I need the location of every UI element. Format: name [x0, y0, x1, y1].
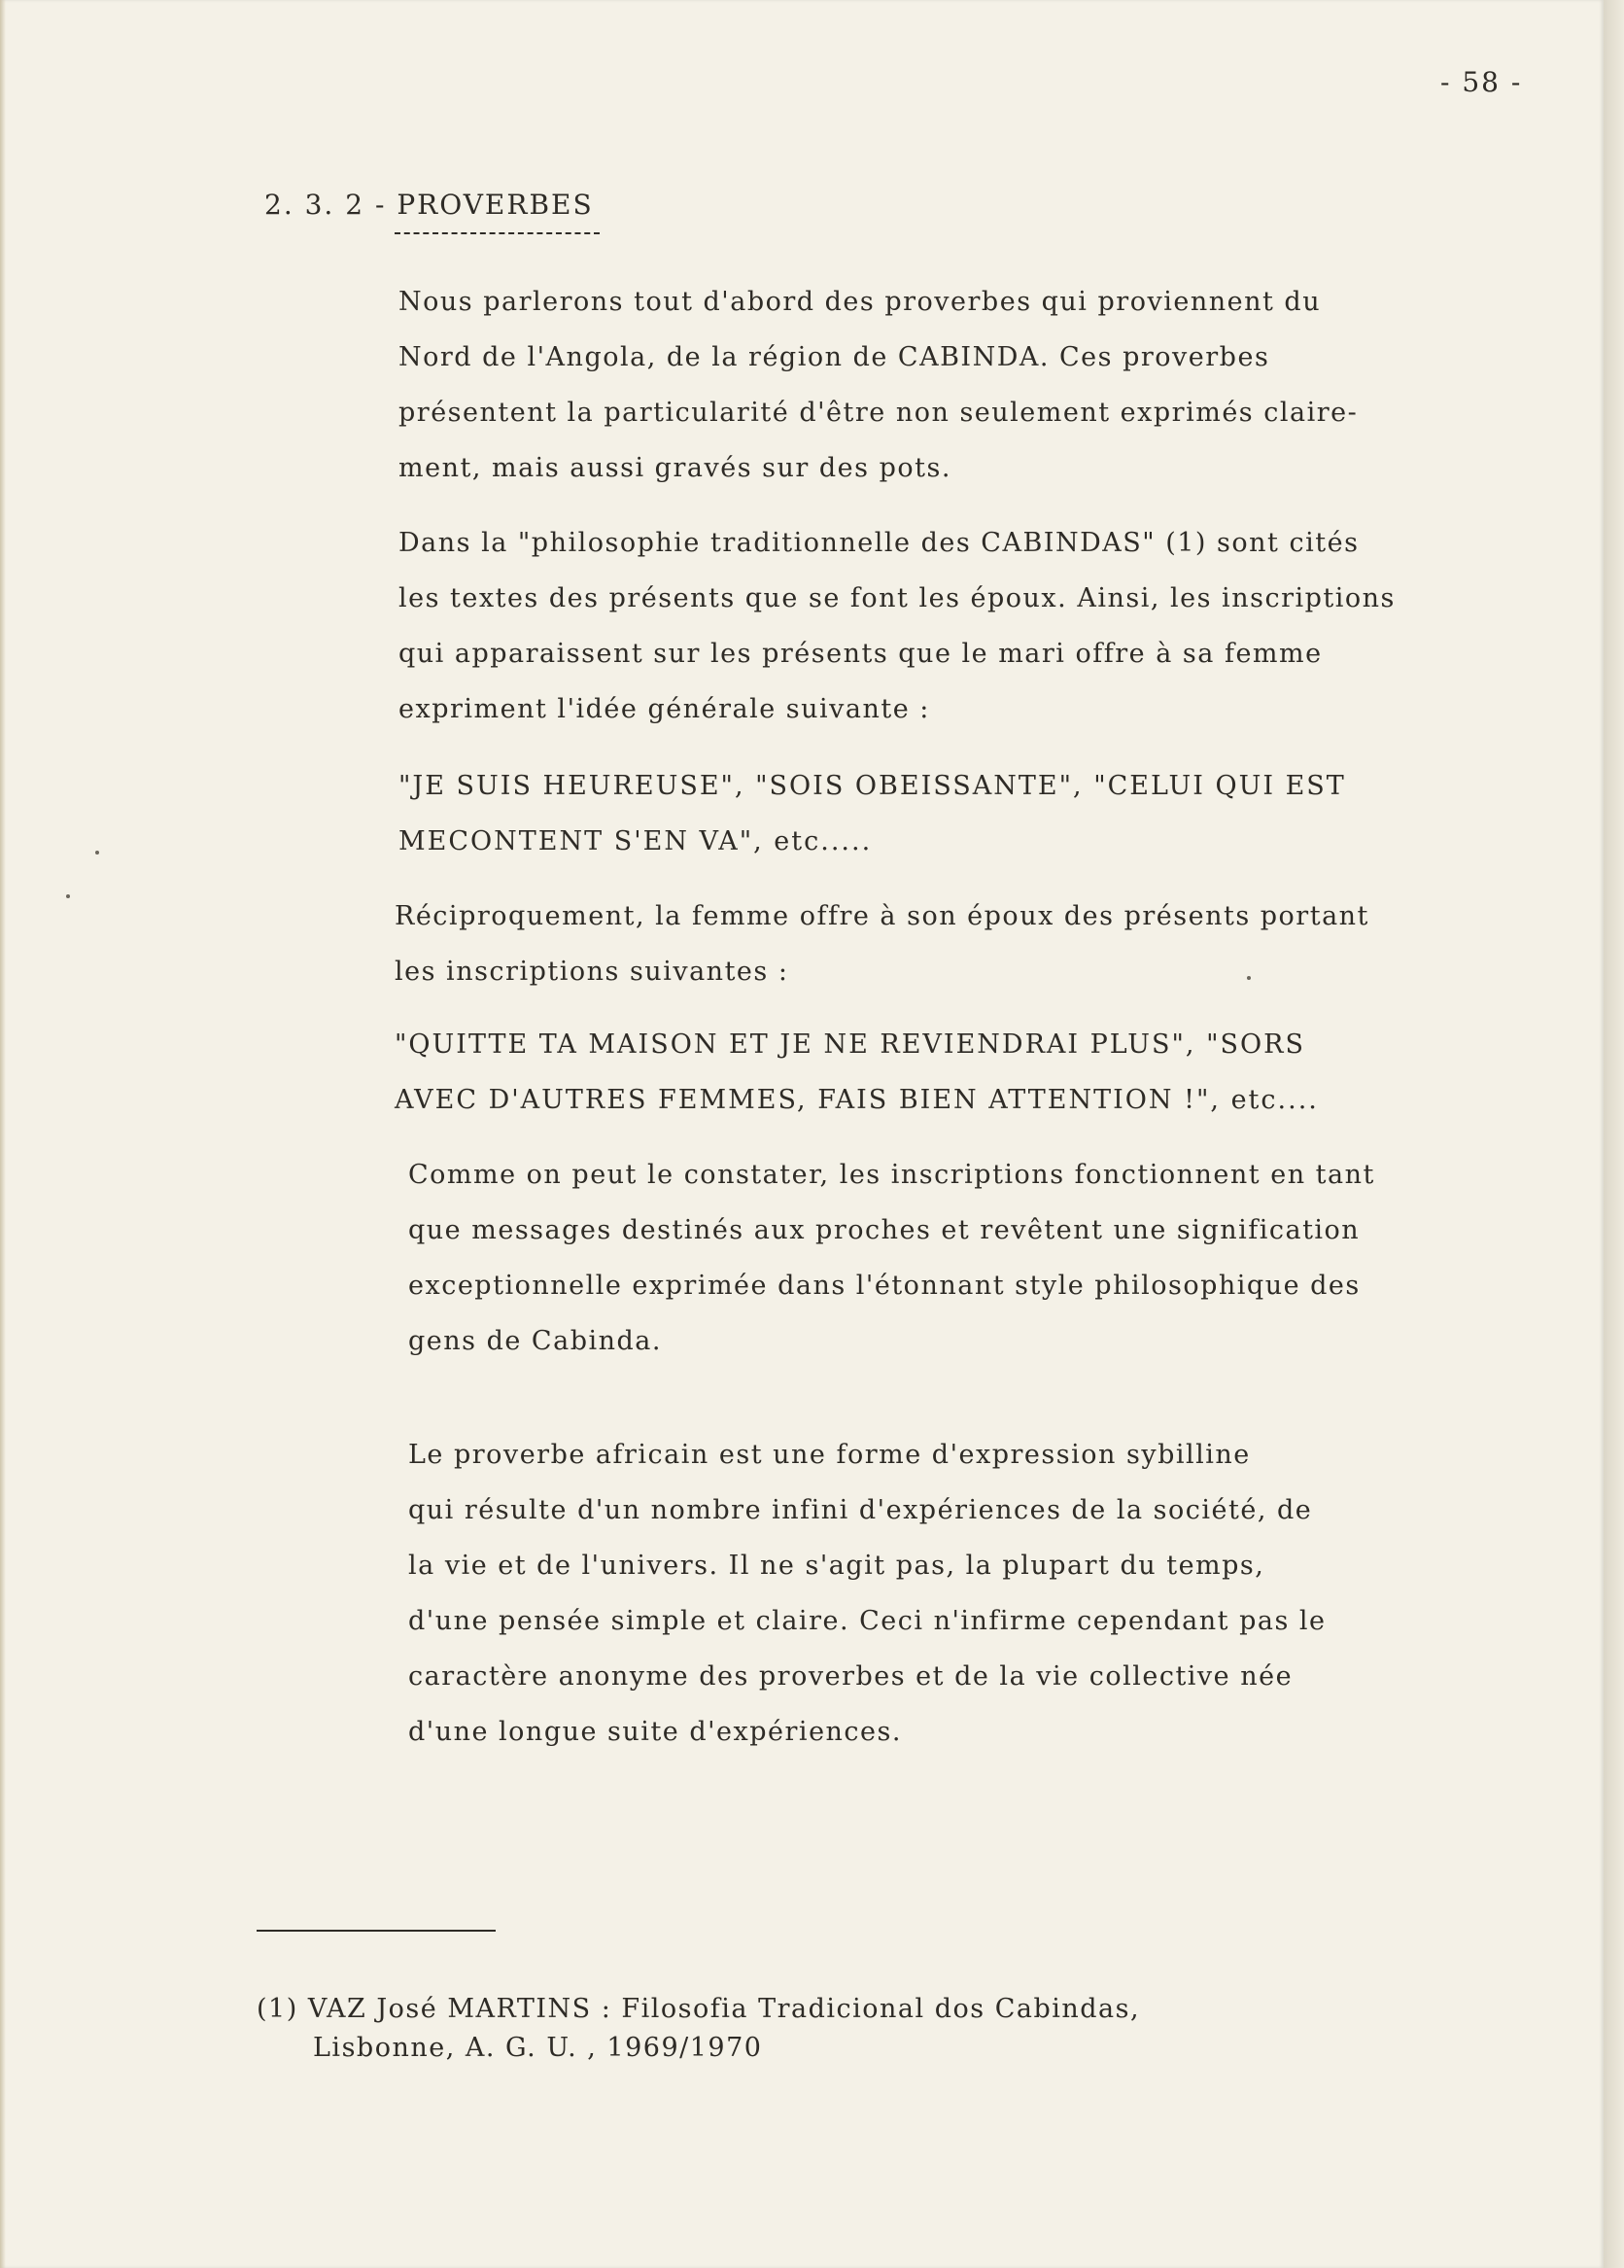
scan-speck	[66, 894, 70, 898]
paragraph-philosophie	[398, 515, 1396, 737]
paragraph-comme-on-peut	[408, 1147, 1375, 1369]
text-line: AVEC D'AUTRES FEMMES, FAIS BIEN ATTENTION !", etc....	[395, 1085, 1319, 1115]
paragraph-proverbe-africain	[408, 1427, 1327, 1760]
text-line: Le proverbe africain est une forme d'expression sybilline	[408, 1440, 1251, 1470]
paragraph-reciproquement	[395, 889, 1369, 999]
footnote-line: Lisbonne, A. G. U. , 1969/1970	[313, 2033, 763, 2063]
text-line: expriment l'idée générale suivante :	[398, 694, 930, 724]
text-line: d'une longue suite d'expériences.	[408, 1717, 902, 1747]
text-line: caractère anonyme des proverbes et de la vie collective née	[408, 1661, 1294, 1692]
page-right-edge	[1604, 0, 1624, 2268]
section-title: PROVERBES	[397, 189, 594, 221]
text-line: présentent la particularité d'être non seulement exprimés claire-	[398, 398, 1359, 428]
footnote-line: (1) VAZ José MARTINS : Filosofia Tradicional dos Cabindas,	[257, 1994, 1141, 2024]
paragraph-cabinda-intro	[398, 274, 1358, 496]
section-heading	[264, 189, 594, 221]
page-number: - 58 -	[1440, 66, 1523, 98]
text-line: d'une pensée simple et claire. Ceci n'infirme cependant pas le	[408, 1606, 1327, 1636]
text-line: qui apparaissent sur les présents que le mari offre à sa femme	[398, 639, 1323, 669]
text-line: les textes des présents que se font les époux. Ainsi, les inscriptions	[398, 583, 1396, 613]
text-line: Réciproquement, la femme offre à son époux des présents portant	[395, 901, 1369, 931]
text-line: les inscriptions suivantes :	[395, 957, 789, 987]
text-line: MECONTENT S'EN VA", etc.....	[398, 826, 873, 856]
page-left-edge	[0, 0, 6, 2268]
text-line: "JE SUIS HEUREUSE", "SOIS OBEISSANTE", "CELUI QUI EST	[398, 771, 1346, 801]
text-line: la vie et de l'univers. Il ne s'agit pas, la plupart du temps,	[408, 1551, 1265, 1581]
quote-wife-inscriptions	[395, 1017, 1319, 1128]
text-line: Nord de l'Angola, de la région de CABINDA. Ces proverbes	[398, 342, 1270, 372]
text-line: Nous parlerons tout d'abord des proverbes qui proviennent du	[398, 287, 1322, 317]
section-number: 2. 3. 2 -	[264, 189, 397, 221]
text-line: "QUITTE TA MAISON ET JE NE REVIENDRAI PLUS", "SORS	[395, 1029, 1305, 1060]
text-line: gens de Cabinda.	[408, 1326, 662, 1356]
scan-speck	[95, 851, 99, 855]
scan-speck	[1247, 976, 1251, 980]
footnote	[257, 1990, 1140, 2068]
text-line: exceptionnelle exprimée dans l'étonnant style philosophique des	[408, 1271, 1361, 1301]
text-line: ment, mais aussi gravés sur des pots.	[398, 453, 951, 483]
footnote-separator	[257, 1930, 496, 1932]
text-line: qui résulte d'un nombre infini d'expériences de la société, de	[408, 1495, 1313, 1525]
text-line: Dans la "philosophie traditionnelle des CABINDAS" (1) sont cités	[398, 528, 1360, 558]
quote-husband-inscriptions	[398, 758, 1346, 869]
text-line: que messages destinés aux proches et revêtent une signification	[408, 1215, 1361, 1245]
text-line: Comme on peut le constater, les inscriptions fonctionnent en tant	[408, 1160, 1375, 1190]
